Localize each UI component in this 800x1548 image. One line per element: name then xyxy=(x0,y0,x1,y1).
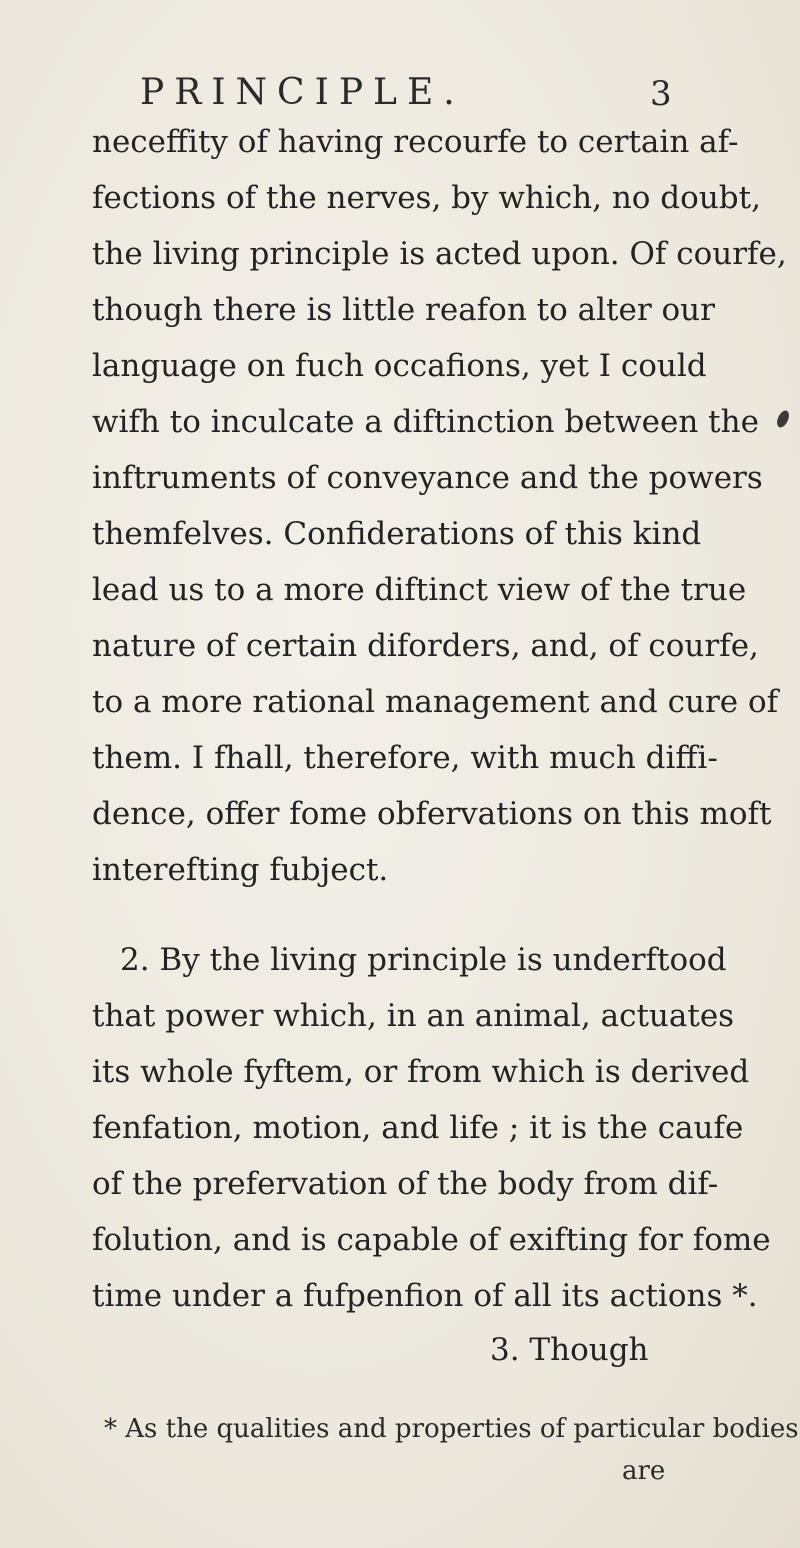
text-line: interefting fubject. xyxy=(92,852,389,888)
text-line: neceffity of having recourfe to certain af- xyxy=(92,124,739,160)
text-line: fections of the nerves, by which, no doubt, xyxy=(92,180,761,216)
text-line: that power which, in an animal, actuates xyxy=(92,998,735,1034)
text-line: to a more rational management and cure of xyxy=(92,684,779,720)
text-line: language on fuch occafions, yet I could xyxy=(92,348,707,384)
text-line: dence, offer fome obfervations on this moft xyxy=(92,796,772,832)
text-line: themfelves. Confiderations of this kind xyxy=(92,516,702,552)
text-line: though there is little reafon to alter our xyxy=(92,292,715,328)
ink-speck xyxy=(775,409,792,430)
text-line: wifh to inculcate a diftinction between the xyxy=(92,404,759,440)
footnote-catchword: are xyxy=(622,1456,666,1486)
text-line: 2. By the living principle is underftood xyxy=(120,942,727,978)
catchword: 3. Though xyxy=(490,1332,649,1368)
page-number: 3 xyxy=(650,74,672,114)
text-line: lead us to a more diftinct view of the true xyxy=(92,572,747,608)
text-line: folution, and is capable of exifting for fome xyxy=(92,1222,771,1258)
text-line: its whole fyftem, or from which is derived xyxy=(92,1054,750,1090)
text-line: of the prefervation of the body from dif- xyxy=(92,1166,719,1202)
text-line: time under a fufpenfion of all its actions *. xyxy=(92,1278,758,1314)
running-title: PRINCIPLE. xyxy=(140,72,465,113)
footnote: * As the qualities and properties of particular bodies xyxy=(104,1414,799,1444)
text-line: them. I fhall, therefore, with much diffi- xyxy=(92,740,718,776)
text-line: inftruments of conveyance and the powers xyxy=(92,460,763,496)
text-line: fenfation, motion, and life ; it is the caufe xyxy=(92,1110,744,1146)
text-line: the living principle is acted upon. Of courfe, xyxy=(92,236,787,272)
text-line: nature of certain diforders, and, of courfe, xyxy=(92,628,759,664)
